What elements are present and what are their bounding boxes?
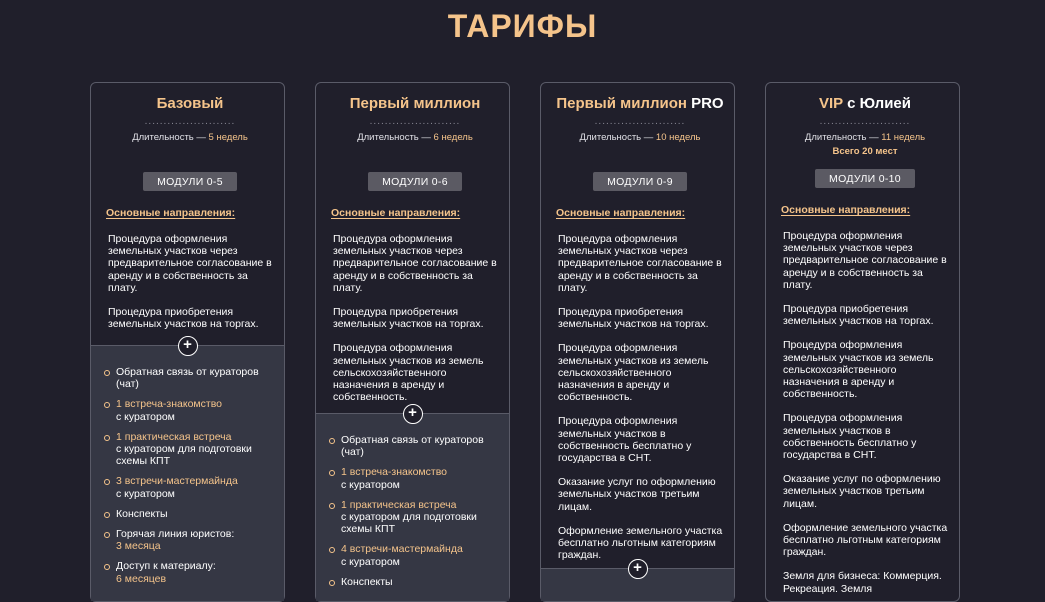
feature-item: 1 практическая встреча с куратором для подготовки схемы КПТ	[329, 499, 501, 536]
feature-item: 4 встречи-мастермайнда с куратором	[329, 543, 501, 567]
direction-item: Оказание услуг по оформлению земельных участков третьим лицам.	[558, 476, 716, 513]
feature-item: Конспекты	[104, 508, 276, 520]
direction-item: Оформление земельного участка бесплатно льготным категориям граждан.	[783, 521, 948, 559]
feature-item: 1 практическая встреча с куратором для подготовки схемы КПТ	[104, 431, 276, 468]
section-heading: Основные направления:	[331, 207, 461, 219]
duration: Длительность — 10 недель	[579, 132, 701, 143]
tariff-title: VIP с Юлией	[819, 95, 911, 112]
modules-badge: МОДУЛИ 0-6	[368, 172, 462, 191]
direction-item: Процедура оформления земельных участков через предварительное согласование в аренду и в собственность за плату.	[558, 233, 722, 294]
direction-item: Процедура оформления земельных участков через предварительное согласование в аренду и в собственность за плату.	[108, 233, 272, 294]
direction-item: Процедура оформления земельных участков из земель сельскохозяйственного назначения в аренду и собственность.	[333, 342, 484, 404]
direction-item: Процедура приобретения земельных участков на торгах.	[108, 306, 259, 331]
direction-item: Процедура приобретения земельных участков на торгах.	[558, 306, 709, 331]
page-title: ТАРИФЫ	[447, 8, 598, 44]
modules-badge: МОДУЛИ 0-10	[815, 169, 915, 188]
modules-badge: МОДУЛИ 0-5	[143, 172, 237, 191]
feature-item: 3 встречи-мастермайнда с куратором	[104, 475, 276, 499]
tariff-card-first-million-pro	[540, 82, 735, 602]
seats-limit: Всего 20 мест	[832, 146, 898, 157]
feature-item: 1 встреча-знакомство с куратором	[104, 398, 276, 422]
tariff-card-basic	[90, 82, 285, 602]
duration: Длительность — 6 недель	[357, 132, 473, 143]
modules-badge: МОДУЛИ 0-9	[593, 172, 687, 191]
section-heading: Основные направления:	[781, 204, 911, 216]
feature-item: Обратная связь от кураторов (чат)	[104, 366, 276, 390]
direction-item: Процедура оформления земельных участков из земель сельскохозяйственного назначения в аренду и собственность.	[558, 342, 709, 404]
direction-item: Процедура оформления земельных участков в собственность бесплатно у государства в СНТ.	[558, 415, 692, 465]
duration: Длительность — 5 недель	[132, 132, 248, 143]
tariff-title: Базовый	[156, 95, 224, 112]
tariff-card-first-million	[315, 82, 510, 602]
feature-item: 1 встреча-знакомство с куратором	[329, 466, 501, 490]
direction-item: Оформление земельного участка бесплатно льготным категориям граждан.	[558, 524, 723, 562]
dotted-divider: ........................	[594, 116, 686, 127]
direction-item: Процедура приобретения земельных участков на торгах.	[783, 303, 934, 328]
dotted-divider: ........................	[144, 116, 236, 127]
plus-circle-icon: +	[178, 336, 198, 356]
direction-item: Процедура оформления земельных участков через предварительное согласование в аренду и в собственность за плату.	[783, 230, 947, 291]
features-panel	[541, 559, 734, 601]
feature-item: Горячая линия юристов: 3 месяца	[104, 528, 276, 552]
dotted-divider: ........................	[819, 116, 911, 127]
direction-item: Процедура оформления земельных участков через предварительное согласование в аренду и в собственность за плату.	[333, 233, 497, 294]
feature-item: Доступ к материалу: 6 месяцев	[104, 560, 276, 584]
direction-item: Оказание услуг по оформлению земельных участков третьим лицам.	[783, 473, 941, 510]
tariff-title: Первый миллион PRO	[556, 95, 724, 112]
features-panel	[316, 404, 509, 601]
duration: Длительность — 11 недель	[804, 132, 926, 143]
tariff-title: Первый миллион	[349, 95, 481, 112]
plus-circle-icon: +	[628, 559, 648, 579]
direction-item: Процедура приобретения земельных участков на торгах.	[333, 306, 484, 331]
plus-circle-icon: +	[403, 404, 423, 424]
tariff-card-vip	[765, 82, 960, 602]
direction-item: Процедура оформления земельных участков из земель сельскохозяйственного назначения в аренду и собственность.	[783, 339, 934, 401]
direction-item: Процедура оформления земельных участков в собственность бесплатно у государства в СНТ.	[783, 412, 917, 462]
feature-item: Обратная связь от кураторов (чат)	[329, 434, 501, 458]
dotted-divider: ........................	[369, 116, 461, 127]
features-panel	[91, 336, 284, 601]
section-heading: Основные направления:	[556, 207, 686, 219]
feature-item: Конспекты	[329, 576, 501, 588]
section-heading: Основные направления:	[106, 207, 236, 219]
direction-item: Земля для бизнеса: Коммерция. Рекреация. Земля	[783, 570, 942, 595]
